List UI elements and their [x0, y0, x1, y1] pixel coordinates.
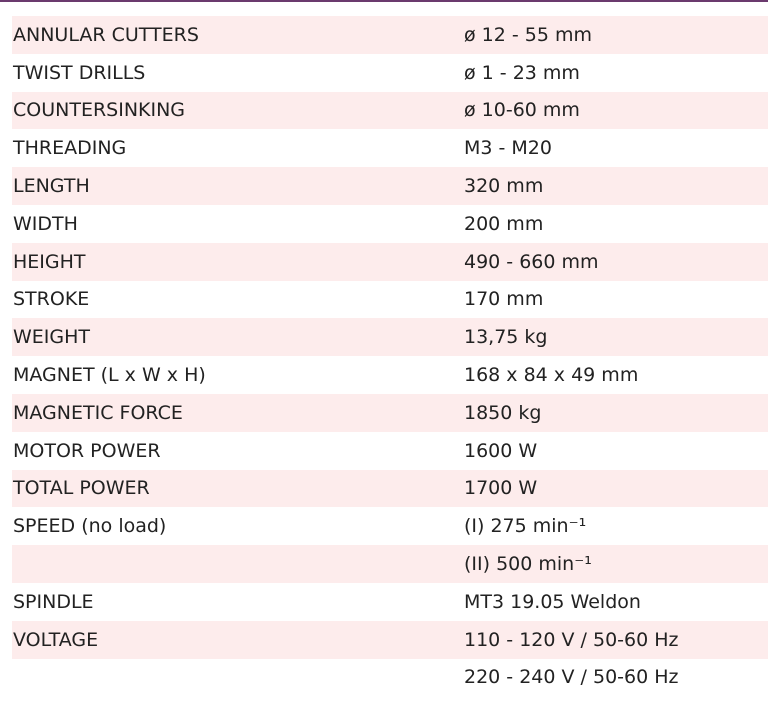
spec-label: TWIST DRILLS — [13, 61, 146, 84]
spec-value: 200 mm — [464, 212, 544, 235]
spec-value: (II) 500 min⁻¹ — [464, 553, 592, 576]
spec-value: M3 - M20 — [464, 137, 552, 160]
spec-value: 13,75 kg — [464, 326, 548, 349]
spec-row-annular-cutters — [12, 16, 768, 54]
spec-value: 1700 W — [464, 477, 538, 500]
spec-value: 110 - 120 V / 50-60 Hz — [464, 628, 679, 651]
spec-value: ø 12 - 55 mm — [464, 23, 593, 46]
spec-row-magnet — [12, 356, 768, 394]
spec-row-voltage-1 — [12, 621, 768, 659]
spec-label: STROKE — [13, 288, 90, 311]
spec-row-height — [12, 243, 768, 281]
spec-label: WIDTH — [13, 212, 78, 235]
spec-row-width — [12, 205, 768, 243]
spec-label: ANNULAR CUTTERS — [13, 23, 199, 46]
spec-row-total-power — [12, 470, 768, 508]
spec-value: (I) 275 min⁻¹ — [464, 515, 587, 538]
spec-value: MT3 19.05 Weldon — [464, 590, 641, 613]
spec-row-threading — [12, 129, 768, 167]
spec-row-speed-2 — [12, 545, 768, 583]
spec-row-voltage-2 — [12, 659, 768, 697]
spec-value: ø 10-60 mm — [464, 99, 580, 122]
spec-label: LENGTH — [13, 175, 90, 198]
spec-label: VOLTAGE — [13, 628, 99, 651]
spec-row-magnetic-force — [12, 394, 768, 432]
spec-row-weight — [12, 318, 768, 356]
spec-row-countersinking — [12, 92, 768, 130]
spec-label: HEIGHT — [13, 250, 86, 273]
spec-value: 320 mm — [464, 175, 544, 198]
spec-label: MAGNET (L x W x H) — [13, 364, 206, 387]
spec-label: MOTOR POWER — [13, 439, 161, 462]
spec-label: SPINDLE — [13, 590, 94, 613]
spec-label: COUNTERSINKING — [13, 99, 186, 122]
spec-table — [12, 16, 768, 696]
spec-label: THREADING — [13, 137, 127, 160]
spec-label: TOTAL POWER — [13, 477, 150, 500]
spec-value: 220 - 240 V / 50-60 Hz — [464, 666, 679, 689]
spec-row-motor-power — [12, 432, 768, 470]
spec-value: 168 x 84 x 49 mm — [464, 364, 639, 387]
spec-row-stroke — [12, 281, 768, 319]
spec-value: ø 1 - 23 mm — [464, 61, 580, 84]
spec-row-twist-drills — [12, 54, 768, 92]
spec-value: 1850 kg — [464, 401, 542, 424]
spec-label: WEIGHT — [13, 326, 91, 349]
spec-value: 170 mm — [464, 288, 544, 311]
spec-label: SPEED (no load) — [13, 515, 167, 538]
spec-row-spindle — [12, 583, 768, 621]
spec-label: MAGNETIC FORCE — [13, 401, 183, 424]
top-divider — [0, 0, 768, 2]
spec-row-speed-1 — [12, 507, 768, 545]
spec-value: 490 - 660 mm — [464, 250, 599, 273]
spec-value: 1600 W — [464, 439, 538, 462]
spec-row-length — [12, 167, 768, 205]
